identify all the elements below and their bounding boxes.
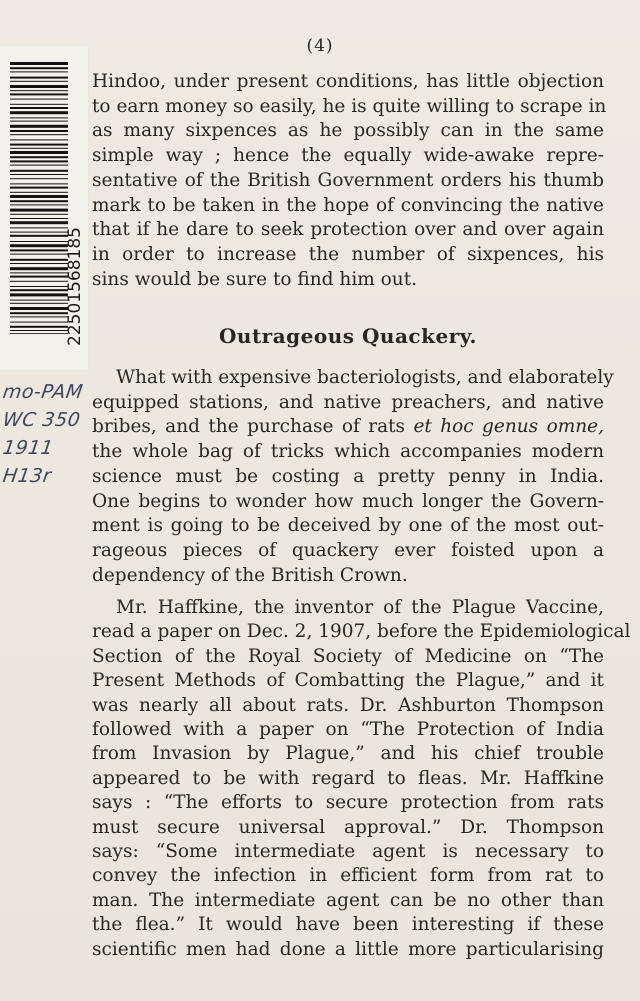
barcode-bar (10, 330, 68, 331)
text-line: must secure universal approval.” Dr. Thompson (92, 816, 604, 838)
paragraph-continued (92, 70, 607, 292)
text-line: to earn money so easily, he is quite willing to scrape in (92, 95, 607, 117)
barcode-bar (10, 293, 68, 296)
barcode-bar (10, 187, 68, 189)
text-line (92, 415, 604, 440)
barcode-bar (10, 272, 68, 273)
text-line: simple way ; hence the equally wide-awake repre- (92, 145, 604, 167)
barcode-bar (10, 93, 68, 95)
barcode-bar (10, 244, 68, 247)
barcode-bar (10, 218, 68, 219)
barcode-bar (10, 209, 68, 212)
text-line: mark to be taken in the hope of convincing the native (92, 194, 604, 216)
barcode-bar (10, 241, 68, 242)
barcode-bar (10, 204, 68, 205)
barcode-bar (10, 165, 68, 166)
text-line: science must be costing a pretty penny in India. (92, 465, 604, 487)
barcode-bar (10, 276, 68, 278)
barcode-bar (10, 178, 68, 179)
barcode-bar (10, 139, 68, 140)
barcode-bar (10, 316, 68, 317)
text-line: from Invasion by Plague,” and his chief trouble (92, 743, 604, 765)
text-line: scientific men had done a little more particularising (92, 938, 604, 960)
paragraph-2 (92, 366, 614, 588)
barcode-bar (10, 249, 68, 251)
paragraph-3 (92, 596, 631, 962)
library-barcode-sticker (0, 46, 88, 370)
handwritten-shelfmark (3, 378, 93, 490)
barcode-bar (10, 300, 68, 301)
section-heading: Outrageous Quackery. (218, 324, 478, 348)
text-line: What with expensive bacteriologists, and elaborately (116, 367, 614, 388)
barcode-bar (10, 259, 68, 261)
barcode-bar (10, 125, 68, 128)
text-line: ment is going to be deceived by one of the most out- (92, 515, 604, 537)
handwritten-line: H13r (1, 465, 53, 487)
barcode-bar (10, 227, 68, 228)
text-line: says : “The efforts to secure protection from rats (92, 792, 604, 814)
barcode-bar (10, 195, 68, 198)
barcode-bar (10, 62, 68, 65)
barcode-bar (10, 81, 68, 82)
text-line: read a paper on Dec. 2, 1907, before the Epidemiological (92, 621, 631, 643)
barcode-bar (10, 121, 68, 122)
text-run: bribes, and the purchase of rats (92, 416, 414, 438)
barcode-bar (10, 90, 68, 91)
barcode-bar (10, 130, 68, 132)
text-line: as many sixpences as he possibly can in the same (92, 120, 604, 142)
text-line: dependency of the British Crown. (92, 564, 408, 586)
text-line: rageous pieces of quackery ever foisted upon a (92, 539, 604, 561)
text-line: Present Methods of Combatting the Plague,” and it (92, 670, 604, 692)
text-line: sins would be sure to find him out. (92, 268, 418, 290)
barcode-bar (10, 307, 68, 310)
barcode-bar (10, 107, 68, 109)
barcode-bar (10, 254, 68, 255)
barcode-bar (10, 326, 68, 328)
barcode-bar (10, 99, 68, 100)
text-line: convey the infection in efficient form from rat to (92, 865, 604, 887)
barcode-bar (10, 77, 68, 79)
barcode-digits: 22501568185 (65, 227, 85, 346)
barcode-bar (10, 183, 68, 184)
text-line: was nearly all about rats. Dr. Ashburton Thompson (92, 694, 604, 716)
barcode-bar (10, 170, 68, 172)
text-line: the flea.” It would have been interesting if these (92, 914, 604, 936)
barcode-bar (10, 312, 68, 314)
handwritten-line: 1911 (1, 437, 55, 459)
barcode-bar (10, 322, 68, 323)
barcode-bar (10, 174, 68, 175)
latin-phrase: et hoc genus omne, (413, 416, 604, 438)
text-line: followed with a paper on “The Protection of India (92, 719, 604, 741)
barcode-bar (10, 281, 68, 282)
text-line: One begins to wonder how much longer the Govern- (92, 490, 604, 512)
barcode-bar (10, 156, 68, 158)
barcode-bar (10, 160, 68, 162)
barcode-bar (10, 214, 68, 215)
barcode-bar (10, 303, 68, 304)
barcode-bar (10, 289, 68, 291)
barcode-bar (10, 151, 68, 154)
barcode-bar (10, 144, 68, 146)
text-line: sentative of the British Government orders his thumb (92, 169, 604, 191)
barcode-icon (10, 62, 68, 334)
barcode-bar (10, 134, 68, 135)
text-line: in order to increase the number of sixpences, his (92, 243, 604, 265)
barcode-bar (10, 232, 68, 233)
barcode-bar (10, 333, 68, 334)
text-line: appeared to be with regard to fleas. Mr. Haffkine (92, 767, 604, 789)
text-line: says: “Some intermediate agent is necessary to (92, 841, 604, 863)
barcode-bar (10, 263, 68, 264)
barcode-bar (10, 221, 68, 224)
handwritten-line: mo-PAM (1, 381, 85, 403)
barcode-bar (10, 267, 68, 270)
handwritten-line: WC 350 (1, 409, 82, 431)
text-line: that if he dare to seek protection over and over again (92, 219, 604, 241)
barcode-bar (10, 67, 68, 69)
text-line: Section of the Royal Society of Medicine on “The (92, 645, 604, 667)
barcode-bar (10, 71, 68, 72)
text-line: the whole bag of tricks which accompanies modern (92, 441, 604, 463)
barcode-bar (10, 111, 68, 114)
text-line: equipped stations, and native preachers, and native (92, 391, 604, 413)
barcode-bar (10, 286, 68, 287)
text-line: Mr. Haffkine, the inventor of the Plague Vaccine, (116, 597, 604, 618)
barcode-bar (10, 85, 68, 88)
barcode-bar (10, 192, 68, 193)
text-line: man. The intermediate agent can be no other than (92, 889, 604, 911)
page-number: (4) (306, 36, 334, 56)
barcode-bar (10, 200, 68, 202)
barcode-bar (10, 117, 68, 118)
barcode-bar (10, 104, 68, 105)
barcode-bar (10, 235, 68, 237)
barcode-bar (10, 148, 68, 149)
text-line: Hindoo, under present conditions, has little objection (92, 71, 604, 92)
